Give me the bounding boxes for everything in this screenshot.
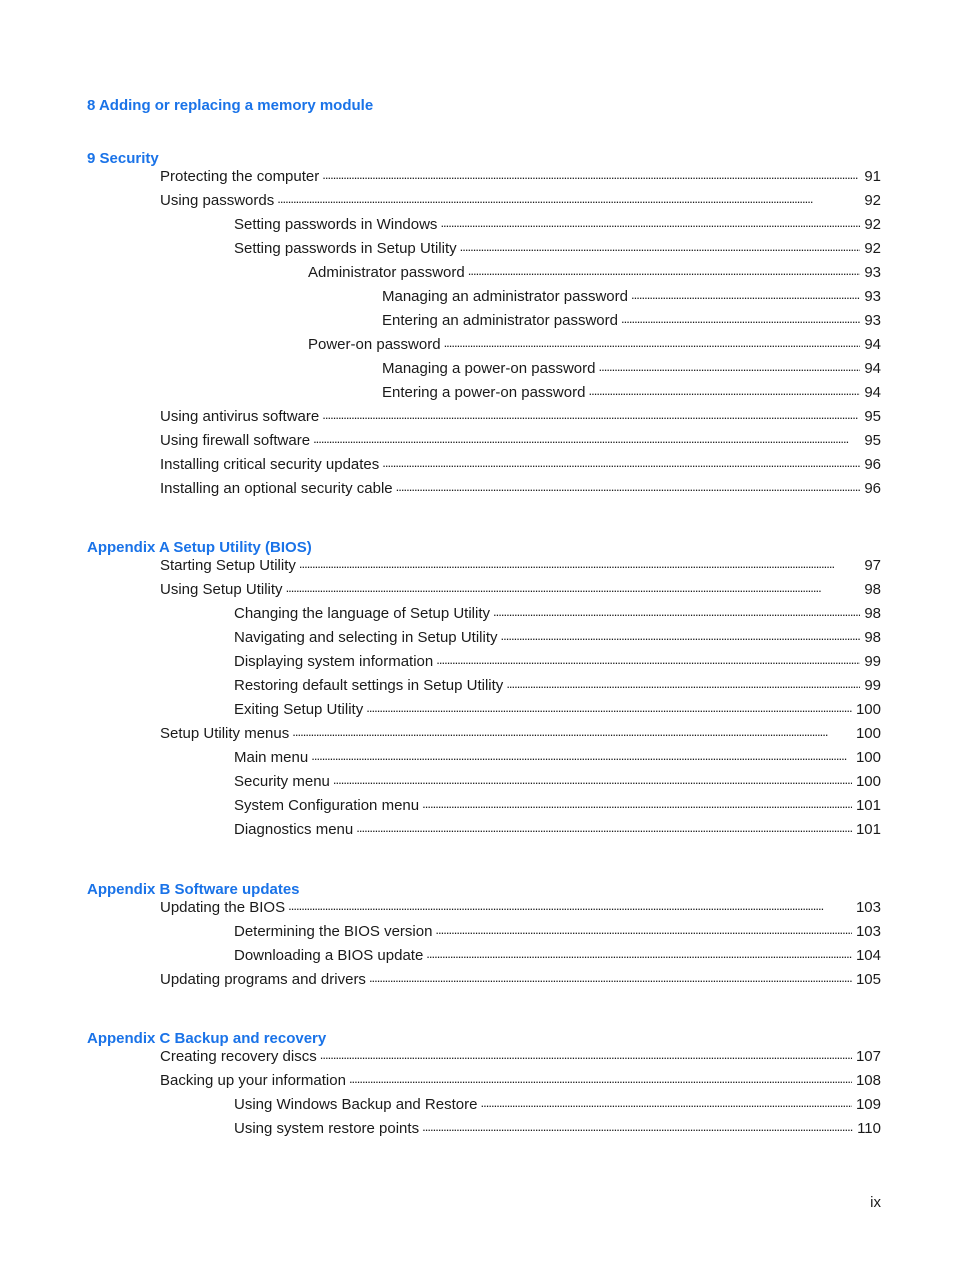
toc-entry[interactable] (234, 627, 881, 647)
toc-entry[interactable] (234, 819, 881, 839)
toc-entry[interactable] (234, 238, 881, 258)
section-heading[interactable]: Appendix A Setup Utility (BIOS) (87, 539, 312, 556)
toc-entry[interactable] (160, 406, 881, 426)
toc-entry[interactable] (160, 454, 881, 474)
toc-entry[interactable] (382, 382, 881, 402)
toc-entry-page: 107 (855, 1048, 881, 1065)
toc-entry-title: Downloading a BIOS update (234, 947, 424, 964)
toc-entry[interactable] (160, 1070, 881, 1090)
toc-entry[interactable] (234, 675, 881, 695)
toc-entry-title: Entering an administrator password (382, 312, 618, 329)
dot-leader (311, 747, 852, 765)
toc-entry-page: 94 (864, 384, 881, 401)
dot-leader (320, 1046, 852, 1064)
toc-entry-title: Changing the language of Setup Utility (234, 605, 491, 622)
toc-entry[interactable] (160, 1046, 881, 1066)
dot-leader (422, 1118, 853, 1136)
dot-leader (277, 190, 860, 208)
toc-entry-title: Starting Setup Utility (160, 557, 296, 574)
toc-entry-page: 95 (864, 432, 881, 449)
dot-leader (288, 897, 852, 915)
toc-entry-page: 101 (855, 821, 881, 838)
toc-entry-title: Diagnostics menu (234, 821, 354, 838)
toc-entry[interactable] (160, 478, 881, 498)
toc-entry-title: Backing up your information (160, 1072, 346, 1089)
toc-entry[interactable] (234, 921, 881, 941)
toc-entry-title: Using system restore points (234, 1120, 420, 1137)
dot-leader (506, 675, 860, 693)
toc-entry-title: Using firewall software (160, 432, 311, 449)
toc-entry-title: Setting passwords in Setup Utility (234, 240, 457, 257)
toc-entry-page: 98 (864, 605, 881, 622)
toc-entry-page: 92 (864, 240, 881, 257)
toc-entry[interactable] (160, 430, 881, 450)
toc-entry-page: 109 (855, 1096, 881, 1113)
toc-entry-page: 91 (864, 168, 881, 185)
toc-entry-title: Exiting Setup Utility (234, 701, 364, 718)
toc-entry-page: 110 (857, 1120, 881, 1137)
dot-leader (333, 771, 852, 789)
toc-entry-page: 103 (855, 923, 881, 940)
dot-leader (468, 262, 861, 280)
toc-entry[interactable] (234, 795, 881, 815)
toc-entry[interactable] (160, 166, 881, 186)
toc-entry-page: 94 (864, 360, 881, 377)
dot-leader (480, 1094, 852, 1112)
toc-entry-page: 93 (864, 264, 881, 281)
toc-entry-page: 93 (864, 288, 881, 305)
toc-entry[interactable] (160, 555, 881, 575)
toc-entry-page: 98 (864, 629, 881, 646)
toc-entry[interactable] (234, 1094, 881, 1114)
toc-entry-page: 95 (864, 408, 881, 425)
toc-entry-title: Restoring default settings in Setup Utility (234, 677, 504, 694)
toc-entry[interactable] (234, 945, 881, 965)
dot-leader (299, 555, 860, 573)
toc-entry-page: 105 (855, 971, 881, 988)
toc-entry-title: Protecting the computer (160, 168, 320, 185)
toc-entry[interactable] (234, 771, 881, 791)
dot-leader (598, 358, 860, 376)
toc-entry-title: Setting passwords in Windows (234, 216, 438, 233)
dot-leader (588, 382, 860, 400)
dot-leader (369, 969, 852, 987)
section-heading[interactable]: Appendix C Backup and recovery (87, 1030, 327, 1047)
dot-leader (366, 699, 852, 717)
dot-leader (440, 214, 860, 232)
toc-entry-page: 97 (864, 557, 881, 574)
toc-entry[interactable] (160, 579, 881, 599)
toc-entry-page: 100 (855, 725, 881, 742)
toc-entry-page: 100 (855, 749, 881, 766)
toc-entry-page: 108 (855, 1072, 881, 1089)
toc-entry[interactable] (308, 334, 881, 354)
section-heading[interactable]: 8 Adding or replacing a memory module (87, 97, 374, 114)
dot-leader (444, 334, 861, 352)
toc-entry[interactable] (160, 723, 881, 743)
section-heading[interactable]: Appendix B Software updates (87, 881, 300, 898)
toc-entry-title: Power-on password (308, 336, 441, 353)
dot-leader (460, 238, 861, 256)
dot-leader (322, 166, 860, 184)
toc-entry-page: 99 (864, 677, 881, 694)
dot-leader (286, 579, 861, 597)
toc-entry-page: 98 (864, 581, 881, 598)
dot-leader (292, 723, 852, 741)
toc-entry-title: Updating the BIOS (160, 899, 286, 916)
toc-entry-page: 99 (864, 653, 881, 670)
page-number: ix (870, 1194, 881, 1211)
dot-leader (631, 286, 860, 304)
toc-entry-title: Setup Utility menus (160, 725, 290, 742)
toc-entry-page: 100 (855, 701, 881, 718)
toc-entry[interactable] (160, 897, 881, 917)
toc-entry-title: Main menu (234, 749, 309, 766)
dot-leader (322, 406, 860, 424)
toc-entry-title: System Configuration menu (234, 797, 420, 814)
toc-entry-title: Navigating and selecting in Setup Utility (234, 629, 498, 646)
toc-entry-page: 96 (864, 480, 881, 497)
dot-leader (500, 627, 860, 645)
dot-leader (493, 603, 860, 621)
toc-entry-title: Using antivirus software (160, 408, 320, 425)
toc-entry[interactable] (382, 286, 881, 306)
toc-entry-title: Administrator password (308, 264, 465, 281)
dot-leader (382, 454, 860, 472)
toc-entry-page: 92 (864, 216, 881, 233)
toc-entry[interactable] (234, 651, 881, 671)
toc-entry-title: Determining the BIOS version (234, 923, 433, 940)
dot-leader (356, 819, 852, 837)
toc-entry[interactable] (234, 214, 881, 234)
toc-entry[interactable] (160, 190, 881, 210)
dot-leader (435, 921, 852, 939)
dot-leader (422, 795, 852, 813)
toc-entry-title: Security menu (234, 773, 330, 790)
toc-entry-page: 104 (855, 947, 881, 964)
toc-entry-page: 103 (855, 899, 881, 916)
toc-entry[interactable] (382, 310, 881, 330)
dot-leader (621, 310, 860, 328)
toc-entry-page: 92 (864, 192, 881, 209)
toc-entry-page: 93 (864, 312, 881, 329)
toc-entry-title: Managing an administrator password (382, 288, 628, 305)
toc-entry[interactable] (234, 603, 881, 623)
toc-entry-title: Displaying system information (234, 653, 434, 670)
toc-entry-title: Creating recovery discs (160, 1048, 317, 1065)
toc-entry-title: Using passwords (160, 192, 275, 209)
dot-leader (313, 430, 860, 448)
toc-entry[interactable] (234, 747, 881, 767)
dot-leader (426, 945, 852, 963)
dot-leader (436, 651, 860, 669)
toc-entry-page: 96 (864, 456, 881, 473)
toc-entry-page: 94 (864, 336, 881, 353)
dot-leader (396, 478, 861, 496)
toc-entry[interactable] (160, 969, 881, 989)
toc-entry-title: Installing an optional security cable (160, 480, 393, 497)
toc-entry-title: Managing a power-on password (382, 360, 596, 377)
dot-leader (349, 1070, 852, 1088)
toc-entry-page: 101 (855, 797, 881, 814)
toc-entry-title: Using Windows Backup and Restore (234, 1096, 478, 1113)
toc-entry[interactable] (308, 262, 881, 282)
toc-entry[interactable] (234, 699, 881, 719)
toc-entry-title: Using Setup Utility (160, 581, 283, 598)
toc-entry[interactable] (382, 358, 881, 378)
toc-entry-title: Entering a power-on password (382, 384, 586, 401)
section-heading[interactable]: 9 Security (87, 150, 159, 167)
toc-entry[interactable] (234, 1118, 881, 1138)
toc-entry-page: 100 (855, 773, 881, 790)
toc-entry-title: Installing critical security updates (160, 456, 380, 473)
toc-entry-title: Updating programs and drivers (160, 971, 366, 988)
